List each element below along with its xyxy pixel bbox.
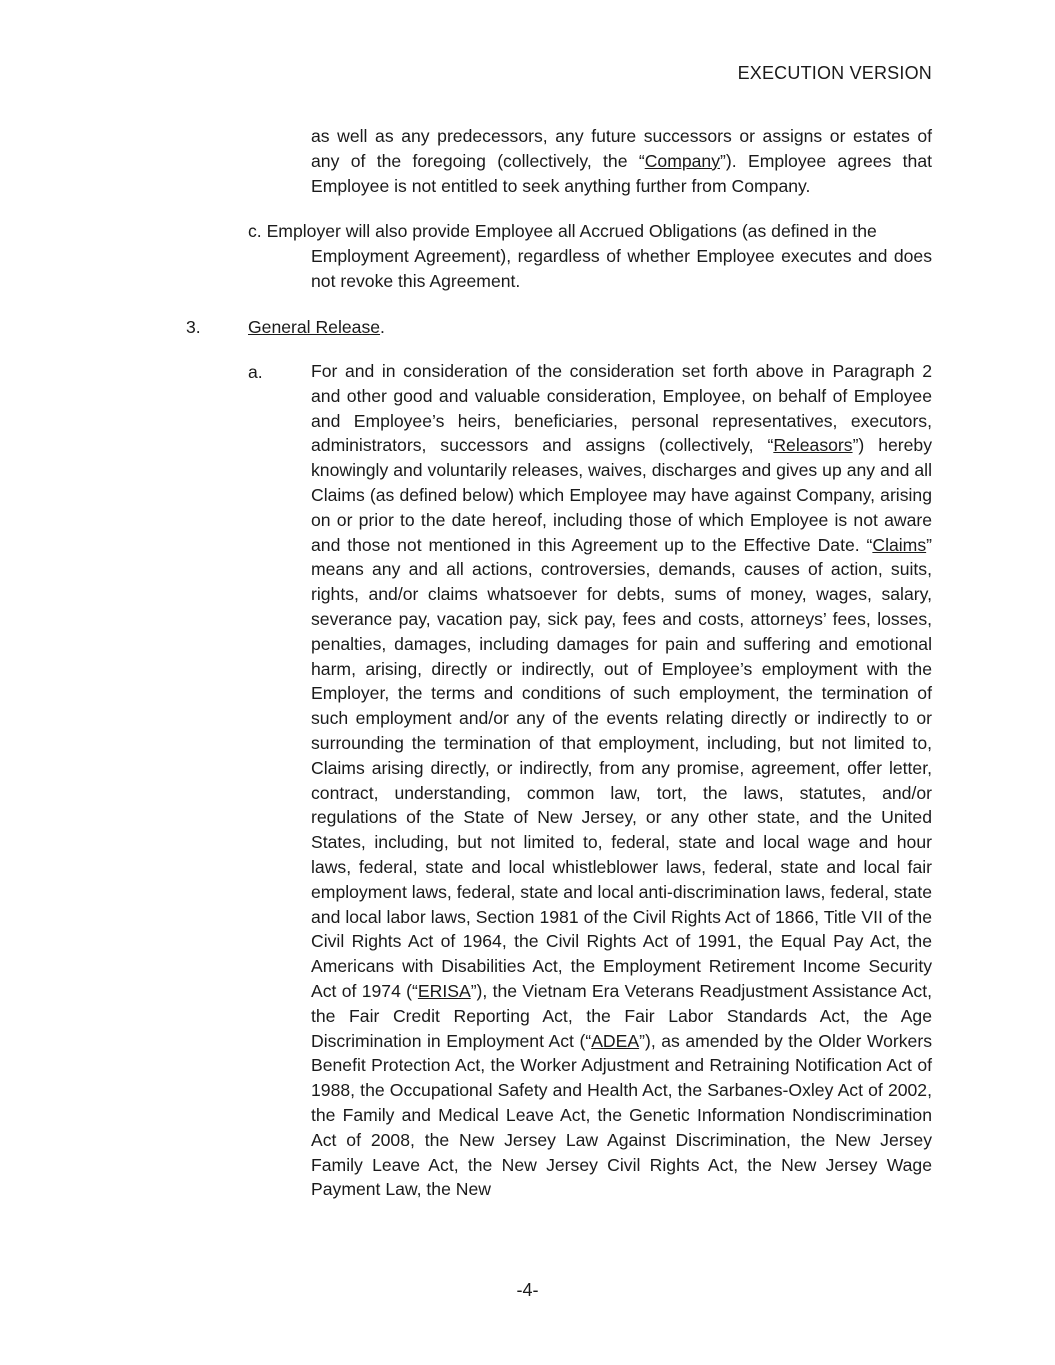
section-3-number: 3.: [186, 317, 201, 337]
page-number: -4-: [516, 1280, 539, 1300]
defined-term-releasors: Releasors: [773, 435, 853, 456]
release-text-part-3: ” means any and all actions, controversies, demands, causes of action, suits, rights, and/or claims whatsoever for debts, sums of money, wages, salary, severance pay, vacation pay, sick pay, fees and costs, attorneys’ fees, losses, penalties, damages, including damages for pain and suffering and emotional harm, arising, directly or indirectly, out of Employee’s employment with the Employer, the terms and conditions of such employment, the termination of such employment and/or any of the events relating directly or indirectly to or surrounding the termination of that employment, including, but not limited to, Claims arising directly, or indirectly, from any promise, agreement, offer letter, contract, understanding, common law, tort, the laws, statutes, and/or regulations of the State of New Jersey, or any other state, and the United States, including, but not limited to, federal, state and local wage and hour laws, federal, state and local whistleblower laws, federal, state and local fair employment laws, federal, state and local anti-discrimination laws, federal, state and local labor laws, Section 1981 of the Civil Rights Act of 1866, Title VII of the Civil Rights Act of 1964, the Civil Rights Act of 1991, the Equal Pay Act, the Americans with Disabilities Act, the Employment Retirement Income Security Act of 1974 (“: [311, 534, 932, 1001]
continuation-text-before: as well as any predecessors, any future successors or assigns or estates of any of the foregoing (collectively, the “: [311, 126, 932, 171]
section-3-heading: [248, 315, 385, 340]
release-text-part-4: ”), the Vietnam Era Veterans Readjustment Assistance Act, the Fair Credit Reporting Act, the Fair Labor Standards Act, the Age Discrimination in Employment Act (“: [311, 980, 932, 1051]
defined-term-claims: Claims: [872, 534, 927, 555]
continuation-paragraph: [311, 124, 932, 198]
defined-term-erisa: ERISA: [417, 980, 471, 1001]
execution-version-header: EXECUTION VERSION: [737, 63, 932, 83]
defined-term-company: Company: [644, 150, 721, 171]
section-3-title: General Release: [248, 317, 381, 337]
continuation-text-after: ”). Employee agrees that Employee is not entitled to seek anything further from Company.: [311, 150, 933, 196]
section-3-title-punct: .: [380, 317, 385, 337]
clause-c-continuation: Employment Agreement), regardless of whether Employee executes and does not revoke this Agreement.: [311, 245, 932, 291]
clause-c-paragraph: [248, 219, 932, 293]
release-text-part-1: For and in consideration of the consideration set forth above in Paragraph 2 and other good and valuable consideration, Employee, on behalf of Employee and Employee’s heirs, beneficiaries, personal representatives, executors, administrators, successors and assigns (collectively, “: [311, 361, 932, 456]
release-text-part-5: ”), as amended by the Older Workers Benefit Protection Act, the Worker Adjustment and Retraining Notification Act of 1988, the Occupational Safety and Health Act, the Sarbanes-Oxley Act of 2002, the Family and Medical Leave Act, the Genetic Information Nondiscrimination Act of 2008, the New Jersey Law Against Discrimination, the New Jersey Family Leave Act, the New Jersey Civil Rights Act, the New Jersey Wage Payment Law, the New: [311, 1030, 932, 1200]
clause-a-label: a.: [248, 362, 263, 382]
clause-c-first-line: c. Employer will also provide Employee all Accrued Obligations (as defined in the: [248, 221, 877, 241]
defined-term-adea: ADEA: [591, 1030, 640, 1051]
release-text-part-2: ”) hereby knowingly and voluntarily releases, waives, discharges and gives up any and all Claims (as defined below) which Employee may have against Company, arising on or prior to the date hereof, including those of which Employee is not aware and those not mentioned in this Agreement up to the Effective Date. “: [311, 435, 932, 555]
general-release-paragraph: [311, 359, 932, 1202]
